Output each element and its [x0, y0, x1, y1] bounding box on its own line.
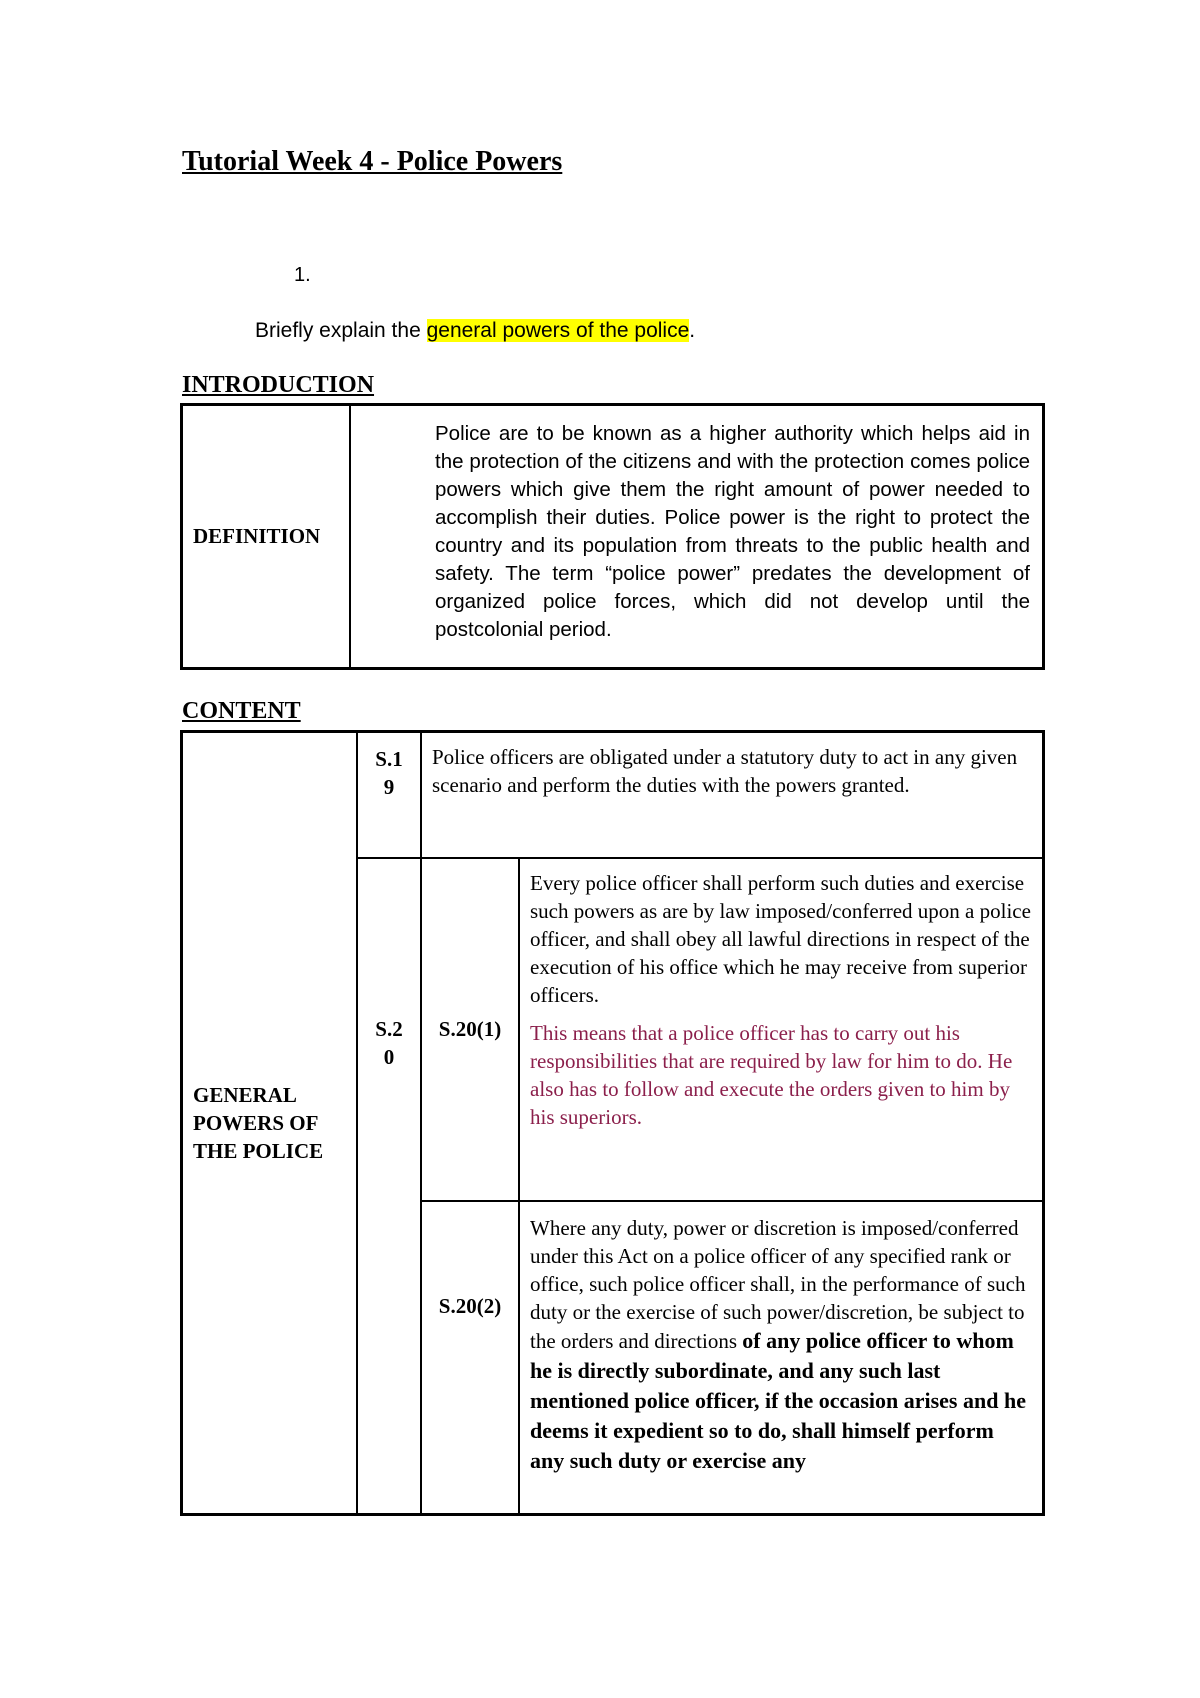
introduction-table [180, 403, 1045, 670]
question-number: 1. [294, 264, 311, 286]
definition-text: Police are to be known as a higher authority which helps aid in the protection of the citizens and with the protection comes police powers which give them the right amount of power needed to accomplish their duties. Police power is the right to protect the country and its population from threats to the public health and safety. The term “police power” predates the development of organized police forces, which did not develop until the postcolonial period. [350, 405, 1044, 669]
definition-label: DEFINITION [182, 405, 351, 669]
question-text [255, 319, 695, 343]
s20-1-explanation: This means that a police officer has to carry out his responsibilities that are required by law for him to do. He also has to follow and execute the orders given to him by his superiors. [530, 1020, 1013, 1129]
s20-2-bold-text: of any police officer to whom he is directly subordinate, and any such last mentioned police officer, if the occasion arises and he deems it expedient so to do, shall himself perform any such duty or exercise any [530, 1328, 1026, 1474]
section-s20-label: S.2 0 [375, 1016, 403, 1069]
question-prefix: Briefly explain the [255, 319, 427, 342]
s20-2-text: Where any duty, power or discretion is imposed/conferred under this Act on a police officer of any specified rank or office, such police officer shall, in the performance of such duty or the exercise of such power/discretion, be subject to the orders and directions [530, 1216, 1026, 1354]
page-title: Tutorial Week 4 - Police Powers [182, 146, 563, 177]
section-s20 [357, 858, 421, 1515]
section-s20-1: S.20(1) [421, 858, 519, 1201]
content-heading: CONTENT [182, 698, 301, 724]
section-s19-label: S.1 9 [375, 747, 403, 799]
s19-text: Police officers are obligated under a statutory duty to act in any given scenario and perform the duties with the powers granted. [421, 732, 1044, 858]
section-s19 [357, 732, 421, 858]
s20-2-cell [519, 1201, 1044, 1514]
section-s20-2: S.20(2) [421, 1201, 519, 1514]
introduction-heading: INTRODUCTION [182, 372, 375, 398]
highlighted-phrase: general powers of the police [426, 319, 690, 342]
content-table [180, 730, 1045, 1516]
question-suffix: . [689, 319, 696, 342]
general-powers-label: GENERAL POWERS OF THE POLICE [182, 732, 358, 1515]
s20-1-cell [519, 858, 1044, 1201]
s20-1-text: Every police officer shall perform such duties and exercise such powers as are by law imposed/conferred upon a police officer, and shall obey all lawful directions in respect of the execution of his office which he may receive from superior officers. [530, 870, 1031, 1007]
